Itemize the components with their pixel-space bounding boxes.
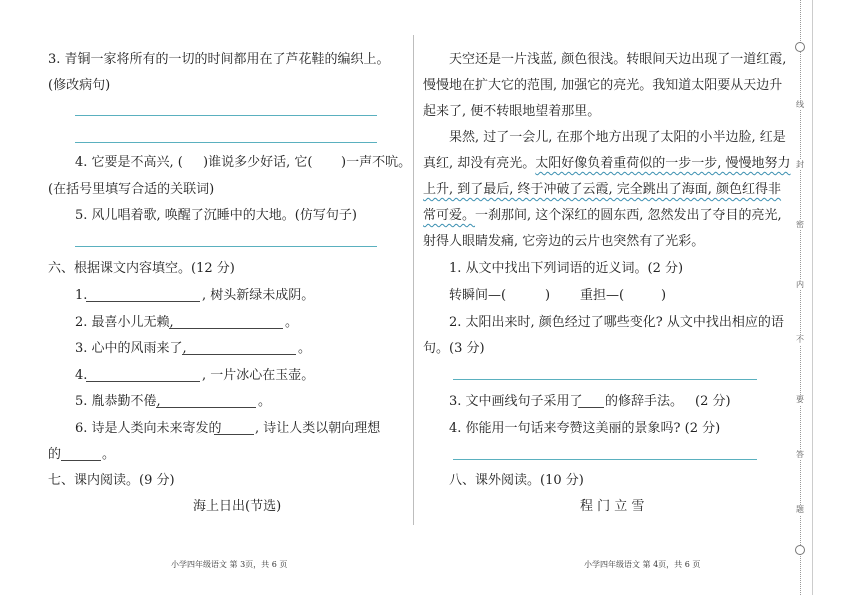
fill-2-after: 。 [285,315,299,330]
passage-line-1: 天空还是一片浅蓝, 颜色很浅。转眼间天边出现了一道红霞, [449,52,787,67]
binding-char: 题 [793,505,807,515]
binding-hole-bottom [795,545,805,555]
right-page-footer: 小学四年级语文 第 4页，共 6 页 [584,560,701,569]
binding-char: 封 [793,160,807,170]
binding-char: 线 [793,100,807,110]
q3-rhetoric-blank[interactable] [578,407,604,408]
q2-line-2: 句。(3 分) [423,341,485,356]
underlined-sentence-part-3: 常可爱。 [423,208,476,223]
q4-part-a: 4. 它要是不高兴, ( [75,155,183,170]
fill-2-before: 2. 最喜小儿无赖, [75,315,174,330]
section-6-title: 六、根据课文内容填空。(12 分) [48,261,235,276]
fill-3-before: 3. 心中的风雨来了, [75,341,187,356]
binding-char: 要 [793,395,807,405]
fill-6-part-c: 的 [48,447,62,462]
fill-3-after: 。 [298,341,312,356]
binding-strip [791,0,811,595]
q1-word-2: 重担—( [580,288,625,303]
fill-5-before: 5. 胤恭勤不倦, [75,394,161,409]
underlined-sentence-part-1: 太阳好像负着重荷似的一步一步, 慢慢地努力 [535,156,791,171]
q4-part-c: )一声不吭。 [341,155,412,170]
fill-6-part-d: 。 [102,447,116,462]
fill-6-blank-2[interactable] [61,460,101,461]
q3-answer-line-2[interactable] [75,142,377,143]
q4-note: (在括号里填写合适的关联词) [48,182,215,197]
q1-word-2-close: ) [661,288,667,303]
fill-2-blank[interactable] [169,328,283,329]
q4-answer-line[interactable] [453,459,757,460]
q3-rhetoric-part-b: 的修辞手法。 [605,394,684,409]
underlined-sentence-part-2: 上升, 到了最后, 终于冲破了云霞, 完全跳出了海面, 颜色红得非 [423,182,782,197]
fill-4-number: 4. [75,368,88,383]
binding-char: 内 [793,280,807,290]
q1-word-1: 转瞬间—( [449,288,507,303]
left-page-footer: 小学四年级语文 第 3页，共 6 页 [171,560,288,569]
q4-part-b: )谁说多少好话, 它( [203,155,313,170]
q3-text: 3. 青铜一家将所有的一切的时间都用在了芦花鞋的编织上。 [48,52,390,67]
fill-6-blank-1[interactable] [214,434,254,435]
binding-hole-top [795,42,805,52]
q2-line-1: 2. 太阳出来时, 颜色经过了哪些变化? 从文中找出相应的语 [449,315,784,330]
passage-line-2: 慢慢地在扩大它的范围, 加强它的亮光。我知道太阳要从天边升 [423,78,783,93]
passage-line-7-plain: 一刹那间, 这个深红的圆东西, 忽然发出了夺目的亮光, [475,208,782,223]
fill-5-after: 。 [258,394,272,409]
passage-title: 海上日出(节选) [193,499,282,514]
passage-line-8: 射得人眼睛发痛, 它旁边的云片也突然有了光彩。 [423,234,705,249]
q3-answer-line-1[interactable] [75,115,377,116]
q3-note: (修改病句) [48,78,111,93]
q5-text: 5. 风儿唱着歌, 唤醒了沉睡中的大地。(仿写句子) [75,208,357,223]
section-8-title: 八、课外阅读。(10 分) [449,473,584,488]
passage-line-5-plain: 真红, 却没有亮光。 [423,156,536,171]
fill-6-part-b: , 诗让人类以朝向理想 [255,421,381,436]
fill-1-number: 1. [75,288,88,303]
fill-4-blank[interactable] [86,381,200,382]
q4-praise-text: 4. 你能用一句话来夸赞这美丽的景象吗? (2 分) [449,421,721,436]
q1-word-1-close: ) [545,288,551,303]
passage-2-title: 程 门 立 雪 [580,499,645,514]
q5-answer-line[interactable] [75,246,377,247]
q2-answer-line[interactable] [453,379,757,380]
fill-4-after: , 一片冰心在玉壶。 [202,368,315,383]
q3-rhetoric-part-a: 3. 文中画线句子采用了 [449,394,583,409]
binding-char: 答 [793,450,807,460]
passage-line-3: 起来了, 便不转眼地望着那里。 [423,104,601,119]
right-border-line [812,0,813,595]
q1-text: 1. 从文中找出下列词语的近义词。(2 分) [449,261,684,276]
passage-line-6 [423,181,781,199]
binding-char: 不 [793,335,807,345]
binding-char: 密 [793,220,807,230]
fill-3-blank[interactable] [182,354,296,355]
section-7-title: 七、课内阅读。(9 分) [48,473,175,488]
q3-rhetoric-score: (2 分) [695,394,731,409]
fill-6-part-a: 6. 诗是人类向未来寄发的 [75,421,222,436]
passage-line-4: 果然, 过了一会儿, 在那个地方出现了太阳的小半边脸, 红是 [449,130,786,145]
passage-line-5 [423,155,791,173]
fill-5-blank[interactable] [156,407,256,408]
page-divider [413,35,414,525]
passage-line-7 [423,207,782,225]
fill-1-after: , 树头新绿未成阴。 [202,288,315,303]
fill-1-blank[interactable] [86,301,200,302]
